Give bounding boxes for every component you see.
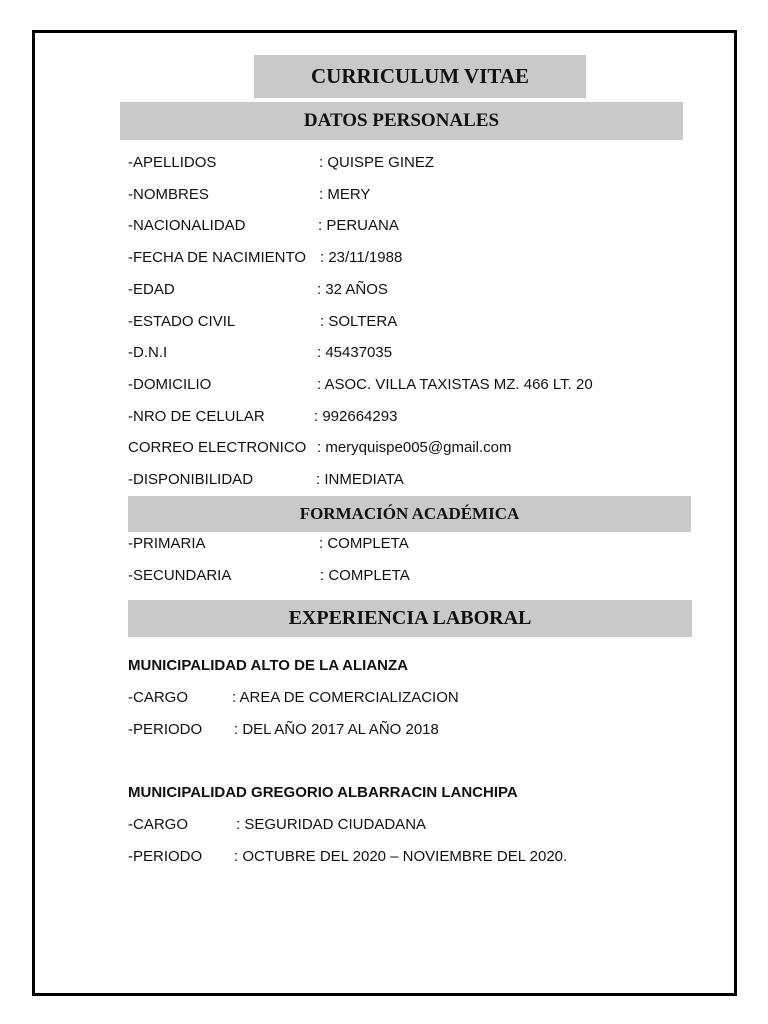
field-label: -D.N.I (128, 344, 168, 361)
field-label: -NACIONALIDAD (128, 217, 246, 234)
field-value: : SOLTERA (320, 313, 398, 330)
field-value: : SEGURIDAD CIUDADANA (236, 816, 427, 833)
field-label: -NOMBRES (128, 186, 209, 203)
field-label: -PERIODO (128, 848, 203, 865)
field-label: -PERIODO (128, 721, 203, 738)
field-label: -SECUNDARIA (128, 567, 232, 584)
field-label: -ESTADO CIVIL (128, 313, 236, 330)
field-value: : 23/11/1988 (320, 249, 403, 266)
field-label: -CARGO (128, 689, 188, 706)
field-label: -DOMICILIO (128, 376, 212, 393)
field-value: : AREA DE COMERCIALIZACION (232, 689, 459, 706)
section-heading-work: EXPERIENCIA LABORAL (128, 600, 692, 637)
field-label: -EDAD (128, 281, 175, 298)
field-value: : MERY (319, 186, 371, 203)
field-label: -DISPONIBILIDAD (128, 471, 254, 488)
field-value: : ASOC. VILLA TAXISTAS MZ. 466 LT. 20 (317, 376, 593, 393)
section-heading-personal: DATOS PERSONALES (120, 102, 683, 140)
field-value: : DEL AÑO 2017 AL AÑO 2018 (234, 721, 439, 738)
field-value: : PERUANA (318, 217, 399, 234)
field-label: -FECHA DE NACIMIENTO (128, 249, 307, 266)
field-label: -NRO DE CELULAR (128, 408, 265, 425)
document-title: CURRICULUM VITAE (254, 55, 586, 98)
field-label: -CARGO (128, 816, 188, 833)
section-heading-academic: FORMACIÓN ACADÉMICA (128, 496, 691, 532)
field-value: : COMPLETA (319, 535, 409, 552)
job-company: MUNICIPALIDAD GREGORIO ALBARRACIN LANCHIPA (128, 784, 518, 801)
field-value: : 992664293 (314, 408, 398, 425)
field-value: : COMPLETA (320, 567, 410, 584)
field-value: : QUISPE GINEZ (319, 154, 435, 171)
field-value: : 32 AÑOS (317, 281, 388, 298)
field-label: -PRIMARIA (128, 535, 206, 552)
field-value: : 45437035 (317, 344, 393, 361)
field-label: -APELLIDOS (128, 154, 217, 171)
job-company: MUNICIPALIDAD ALTO DE LA ALIANZA (128, 657, 408, 674)
field-label: CORREO ELECTRONICO (128, 439, 307, 456)
field-value: : meryquispe005@gmail.com (317, 439, 512, 456)
field-value: : OCTUBRE DEL 2020 – NOVIEMBRE DEL 2020. (234, 848, 568, 865)
field-value: : INMEDIATA (316, 471, 404, 488)
